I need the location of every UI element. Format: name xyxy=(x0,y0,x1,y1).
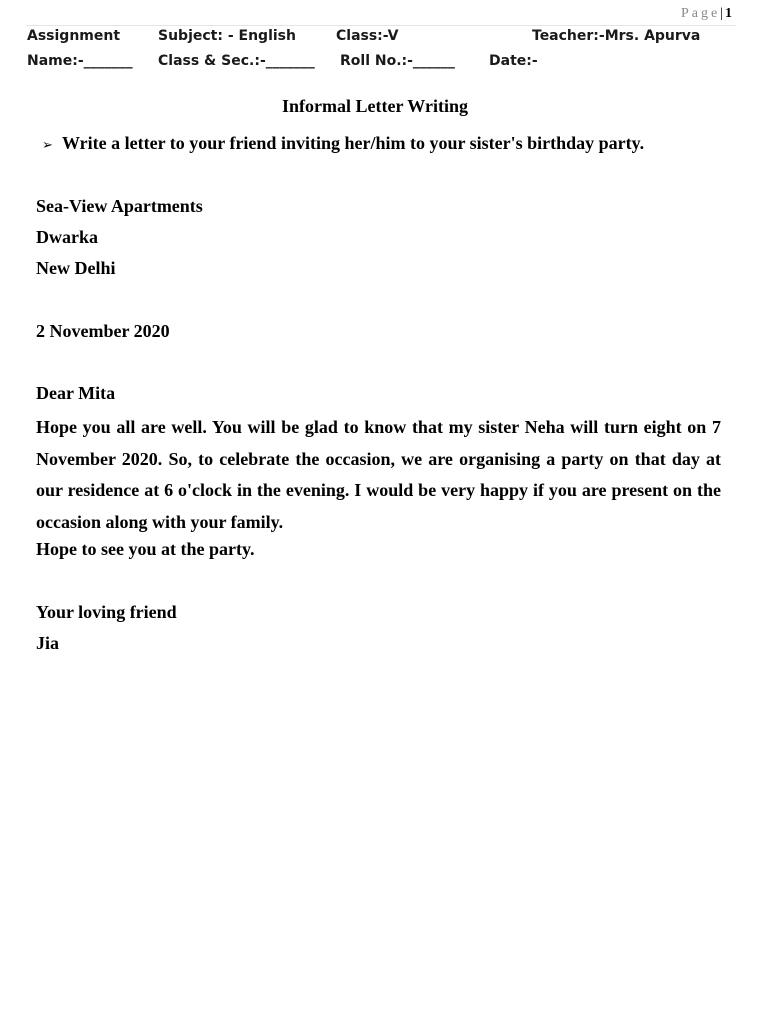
subject-label: Subject: - English xyxy=(158,28,296,44)
letter-date: 2 November 2020 xyxy=(36,321,170,341)
document-title: Informal Letter Writing xyxy=(282,96,468,116)
letter-body: Hope you all are well. You will be glad to know that my sister Neha will turn eight on 7 November 2020. So, to celebrate the occasion, we are organising a party on that day at our residence at 6 o'clock in the evening. I would be very happy if you are present on the occasion along with your family. xyxy=(36,417,721,533)
signature: Jia xyxy=(36,633,60,653)
closing-line: Hope to see you at the party. xyxy=(36,539,255,559)
header-divider xyxy=(26,25,736,26)
salutation: Dear Mita xyxy=(36,383,116,403)
page-number-value: 1 xyxy=(725,6,732,21)
sign-off: Your loving friend xyxy=(36,602,177,622)
class-label: Class:-V xyxy=(336,28,399,44)
address-line-2: Dwarka xyxy=(36,227,98,247)
date-field: Date:- xyxy=(489,53,538,69)
class-section-field: Class & Sec.:-_______ xyxy=(158,53,315,69)
page-number-label: Page xyxy=(680,6,721,21)
assignment-prompt xyxy=(42,133,644,154)
assignment-label: Assignment xyxy=(27,28,121,44)
address-line-1: Sea-View Apartments xyxy=(36,196,203,216)
roll-number-field: Roll No.:-______ xyxy=(340,53,455,69)
address-line-3: New Delhi xyxy=(36,258,116,278)
prompt-text: Write a letter to your friend inviting her/him to your sister's birthday party. xyxy=(62,133,645,153)
name-field: Name:-_______ xyxy=(27,53,133,69)
teacher-label: Teacher:-Mrs. Apurva xyxy=(532,28,701,44)
arrow-bullet-icon: ➢ xyxy=(42,138,53,153)
page-number-separator: | xyxy=(720,6,723,21)
page-number xyxy=(681,6,732,22)
